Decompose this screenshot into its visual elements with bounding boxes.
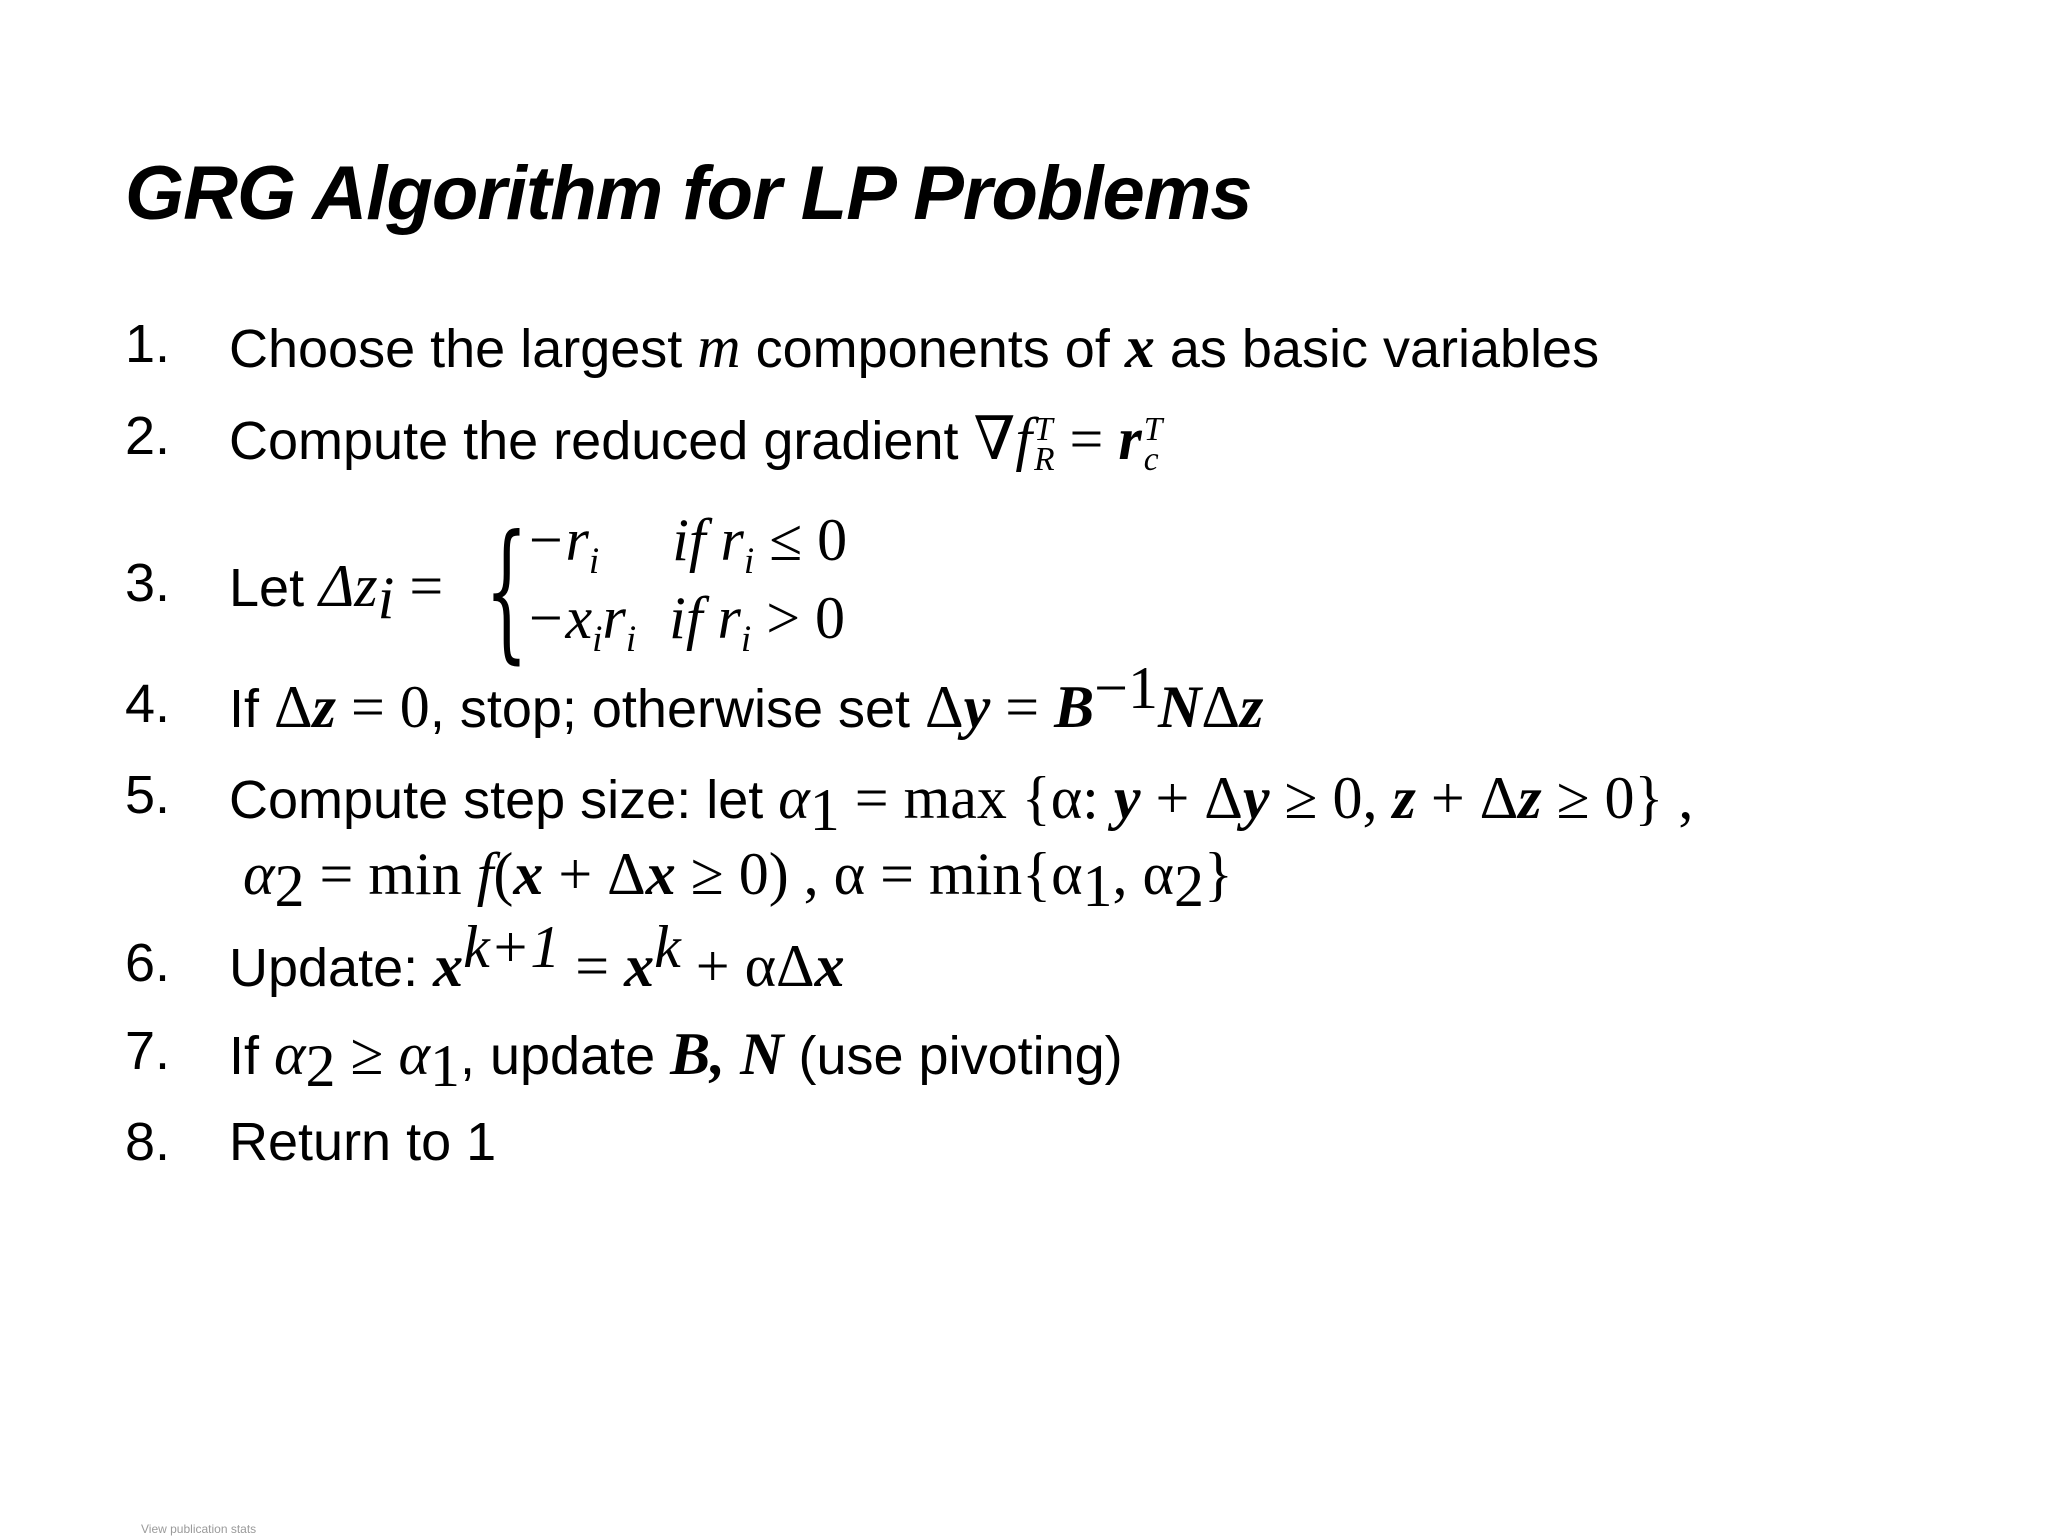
step-number: 1. [125,314,171,374]
step-number: 2. [125,406,171,466]
piecewise-cases [485,504,1085,678]
view-publication-stats-link[interactable]: View publication stats [141,1522,257,1536]
step-number: 5. [125,765,171,825]
slide-title: GRG Algorithm for LP Problems [125,151,1252,236]
step-number: 4. [125,674,171,734]
step-text: If Δz = 0, stop; otherwise set $\Delta y = B^{-1}N\Delta z$ [229,655,1264,740]
step-text-line-2: $\alpha_2 = \min f(x + \Delta x \ge 0)$ , $\alpha = \min\{\alpha_1$, $\alpha_2$} [243,841,1233,919]
step-number: 6. [125,933,171,993]
step-text: Choose the largest m components of x as basic variables [229,314,1600,380]
step-number: 3. [125,553,171,613]
step-number: 7. [125,1021,171,1081]
step-text: If $\alpha_2 \ge \alpha_1$, update B, N (use pivoting) [229,1021,1123,1099]
step-text: Update: $x^{k+1} = x^k + \alpha\Delta x$ [229,914,845,999]
step-number: 8. [125,1112,171,1172]
case-1: $-r_i$ if $r_i \le 0$ [525,507,848,582]
step-text: Compute step size: let $\alpha_1 = \max \{\alpha$: y + Δy ≥ 0, z + Δz ≥ 0} , [229,765,1694,843]
step-text: Compute the reduced gradient ∇fT R = rT c [229,406,1163,478]
left-brace: { [485,504,528,678]
case-2: $-x_ir_i$ if $r_i > 0$ [525,585,846,660]
step-text: Return to 1 [229,1112,497,1172]
step-text: Let $\Delta z_i$ = [229,553,444,631]
